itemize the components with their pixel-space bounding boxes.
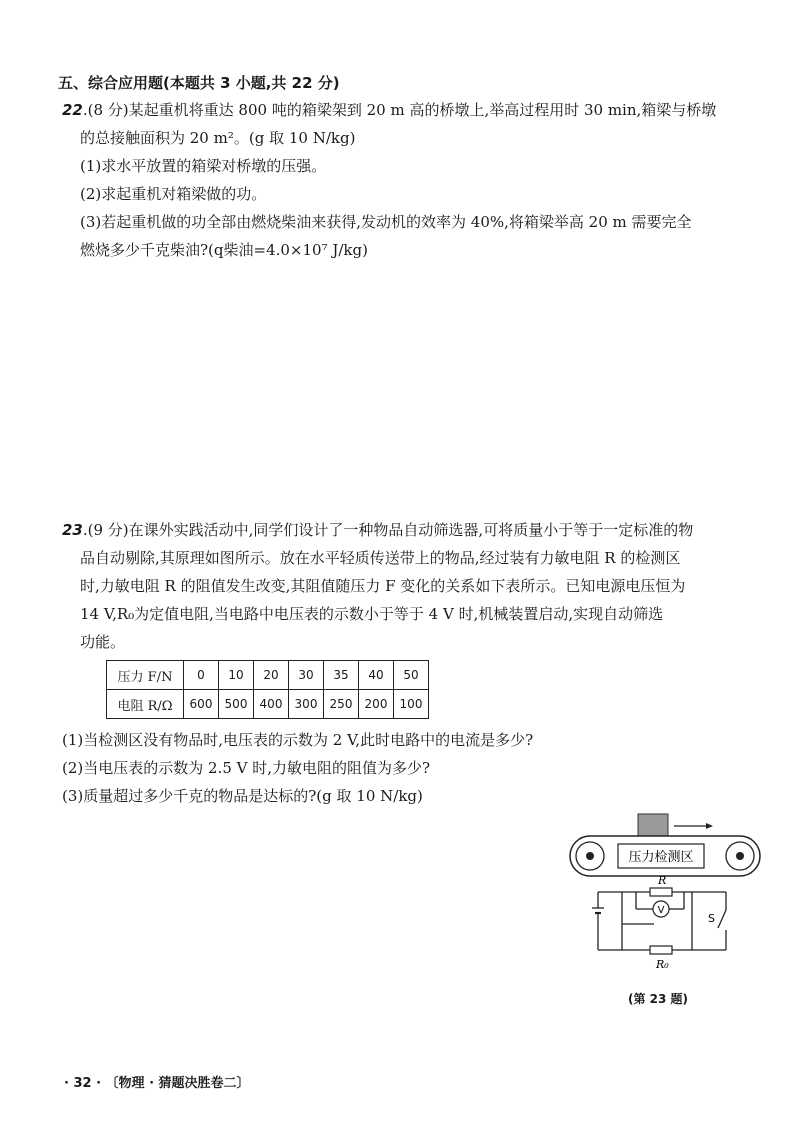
table-cell: 35 [324,661,359,690]
table-row-label: 压力 F/N [107,661,184,690]
question-text: 时,力敏电阻 R 的阻值发生改变,其阻值随压力 F 变化的关系如下表所示。已知电源电压恒为 [80,577,686,595]
table-cell: 600 [184,690,219,719]
question-23-parts [62,726,752,810]
question-23 [62,516,752,656]
sub-question-3-cont: 燃烧多少千克柴油?(q柴油=4.0×10⁷ J/kg) [80,241,368,259]
voltmeter-label: V [657,905,665,916]
question-text: 的总接触面积为 20 m²。(g 取 10 N/kg) [80,129,356,147]
resistor-r [650,888,672,896]
question-number: 22 [62,101,83,119]
sub-question-1: (1)求水平放置的箱梁对桥墩的压强。 [80,157,327,175]
sorter-circuit-diagram [566,808,766,978]
table-cell: 20 [254,661,289,690]
table-cell: 250 [324,690,359,719]
sub-question-3: (3)质量超过多少千克的物品是达标的?(g 取 10 N/kg) [62,787,423,805]
sub-question-2: (2)当电压表的示数为 2.5 V 时,力敏电阻的阻值为多少? [62,759,431,777]
question-text: 功能。 [80,633,126,651]
arrow-head-icon [706,823,713,829]
question-text: .(8 分)某起重机将重达 800 吨的箱梁架到 20 m 高的桥墩上,举高过程用时 30 min,箱梁与桥墩 [82,101,717,119]
question-22 [62,96,752,264]
sub-question-1: (1)当检测区没有物品时,电压表的示数为 2 V,此时电路中的电流是多少? [62,731,534,749]
resistor-r0-label: R₀ [656,958,669,971]
switch-label: S [708,912,715,925]
resistor-r-label: R [658,874,667,887]
table-row [107,661,429,690]
section-title: 五、综合应用题(本题共 3 小题,共 22 分) [58,74,340,92]
table-row-label: 电阻 R/Ω [107,690,184,719]
table-cell: 500 [219,690,254,719]
figure-caption: (第 23 题) [628,992,689,1006]
table-cell: 300 [289,690,324,719]
object-block [638,814,668,836]
resistor-r0 [650,946,672,954]
table-cell: 30 [289,661,324,690]
pulley-axle-right [736,852,744,860]
table-cell: 200 [359,690,394,719]
table-row [107,690,429,719]
table-cell: 0 [184,661,219,690]
question-number: 23 [62,521,83,539]
detection-zone-label: 压力检测区 [628,850,694,865]
sub-question-3: (3)若起重机做的功全部由燃烧柴油来获得,发动机的效率为 40%,将箱梁举高 20 m 需要完全 [80,213,692,231]
question-text: 14 V,R₀为定值电阻,当电路中电压表的示数小于等于 4 V 时,机械装置启动,实现自动筛选 [80,605,664,623]
question-text: 品自动剔除,其原理如图所示。放在水平轻质传送带上的物品,经过装有力敏电阻 R 的检测区 [80,549,681,567]
table-cell: 50 [394,661,429,690]
sub-question-2: (2)求起重机对箱梁做的功。 [80,185,267,203]
table-cell: 40 [359,661,394,690]
page-footer: · 32 · 〔物理 · 猜题决胜卷二〕 [64,1076,250,1091]
question-text: .(9 分)在课外实践活动中,同学们设计了一种物品自动筛选器,可将质量小于等于一定标准的物 [82,521,694,539]
pulley-axle-left [586,852,594,860]
table-cell: 400 [254,690,289,719]
table-cell: 100 [394,690,429,719]
force-resistance-table [106,660,429,719]
table-cell: 10 [219,661,254,690]
switch-lever [718,910,726,928]
